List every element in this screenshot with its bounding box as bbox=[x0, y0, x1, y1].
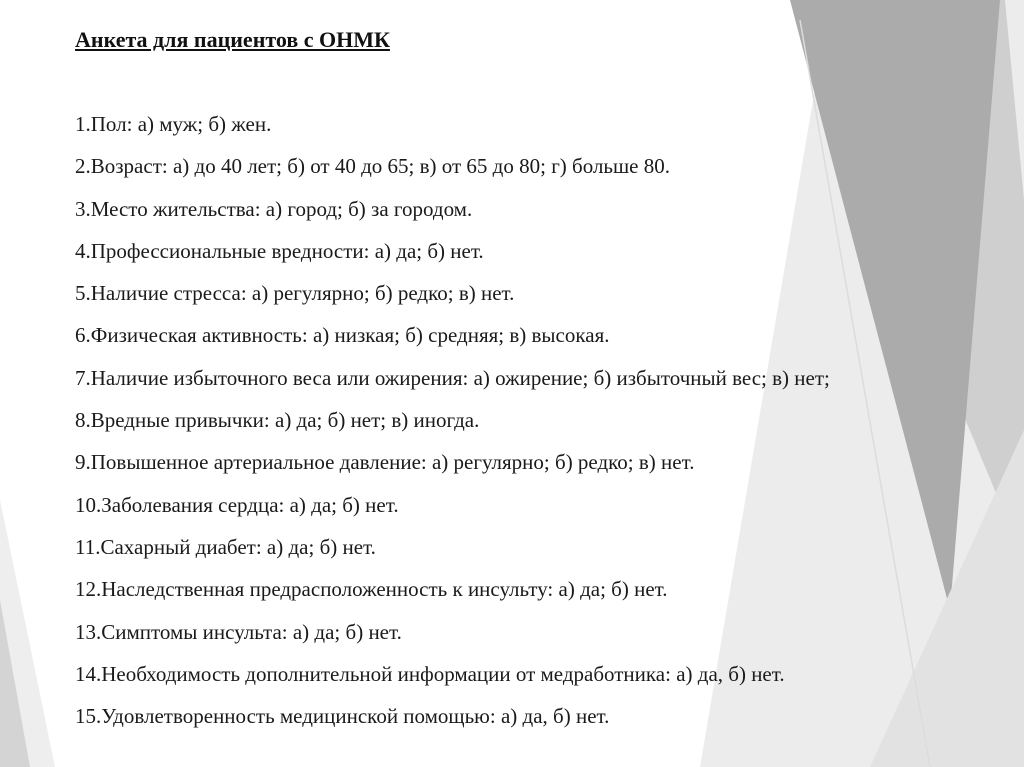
question-list bbox=[75, 109, 830, 743]
question-item: 2.Возраст: а) до 40 лет; б) от 40 до 65; в) от 65 до 80; г) больше 80. bbox=[75, 154, 671, 179]
question-item: 7.Наличие избыточного веса или ожирения: а) ожирение; б) избыточный вес; в) нет; bbox=[75, 365, 830, 390]
question-item: 3.Место жительства: а) город; б) за городом. bbox=[75, 196, 473, 221]
question-item: 13.Симптомы инсульта: а) да; б) нет. bbox=[75, 619, 402, 644]
question-item: 1.Пол: а) муж; б) жен. bbox=[75, 112, 272, 136]
questionnaire bbox=[75, 26, 1010, 729]
question-item: 6.Физическая активность: а) низкая; б) средняя; в) высокая. bbox=[75, 323, 610, 348]
question-item: 4.Профессиональные вредности: а) да; б) нет. bbox=[75, 238, 484, 263]
question-item: 10.Заболевания сердца: а) да; б) нет. bbox=[75, 492, 399, 517]
questionnaire-title: Анкета для пациентов с ОНМК bbox=[75, 27, 390, 52]
question-item: 9.Повышенное артериальное давление: а) регулярно; б) редко; в) нет. bbox=[75, 450, 695, 475]
question-item: 5.Наличие стресса: а) регулярно; б) редко; в) нет. bbox=[75, 281, 515, 306]
question-item: 15.Удовлетворенность медицинской помощью: а) да, б) нет. bbox=[75, 704, 610, 729]
question-item: 8.Вредные привычки: а) да; б) нет; в) иногда. bbox=[75, 408, 480, 433]
question-item: 11.Сахарный диабет: а) да; б) нет. bbox=[75, 534, 376, 559]
question-item: 14.Необходимость дополнительной информации от медработника: а) да, б) нет. bbox=[75, 661, 785, 686]
question-item: 12.Наследственная предрасположенность к инсульту: а) да; б) нет. bbox=[75, 577, 668, 602]
